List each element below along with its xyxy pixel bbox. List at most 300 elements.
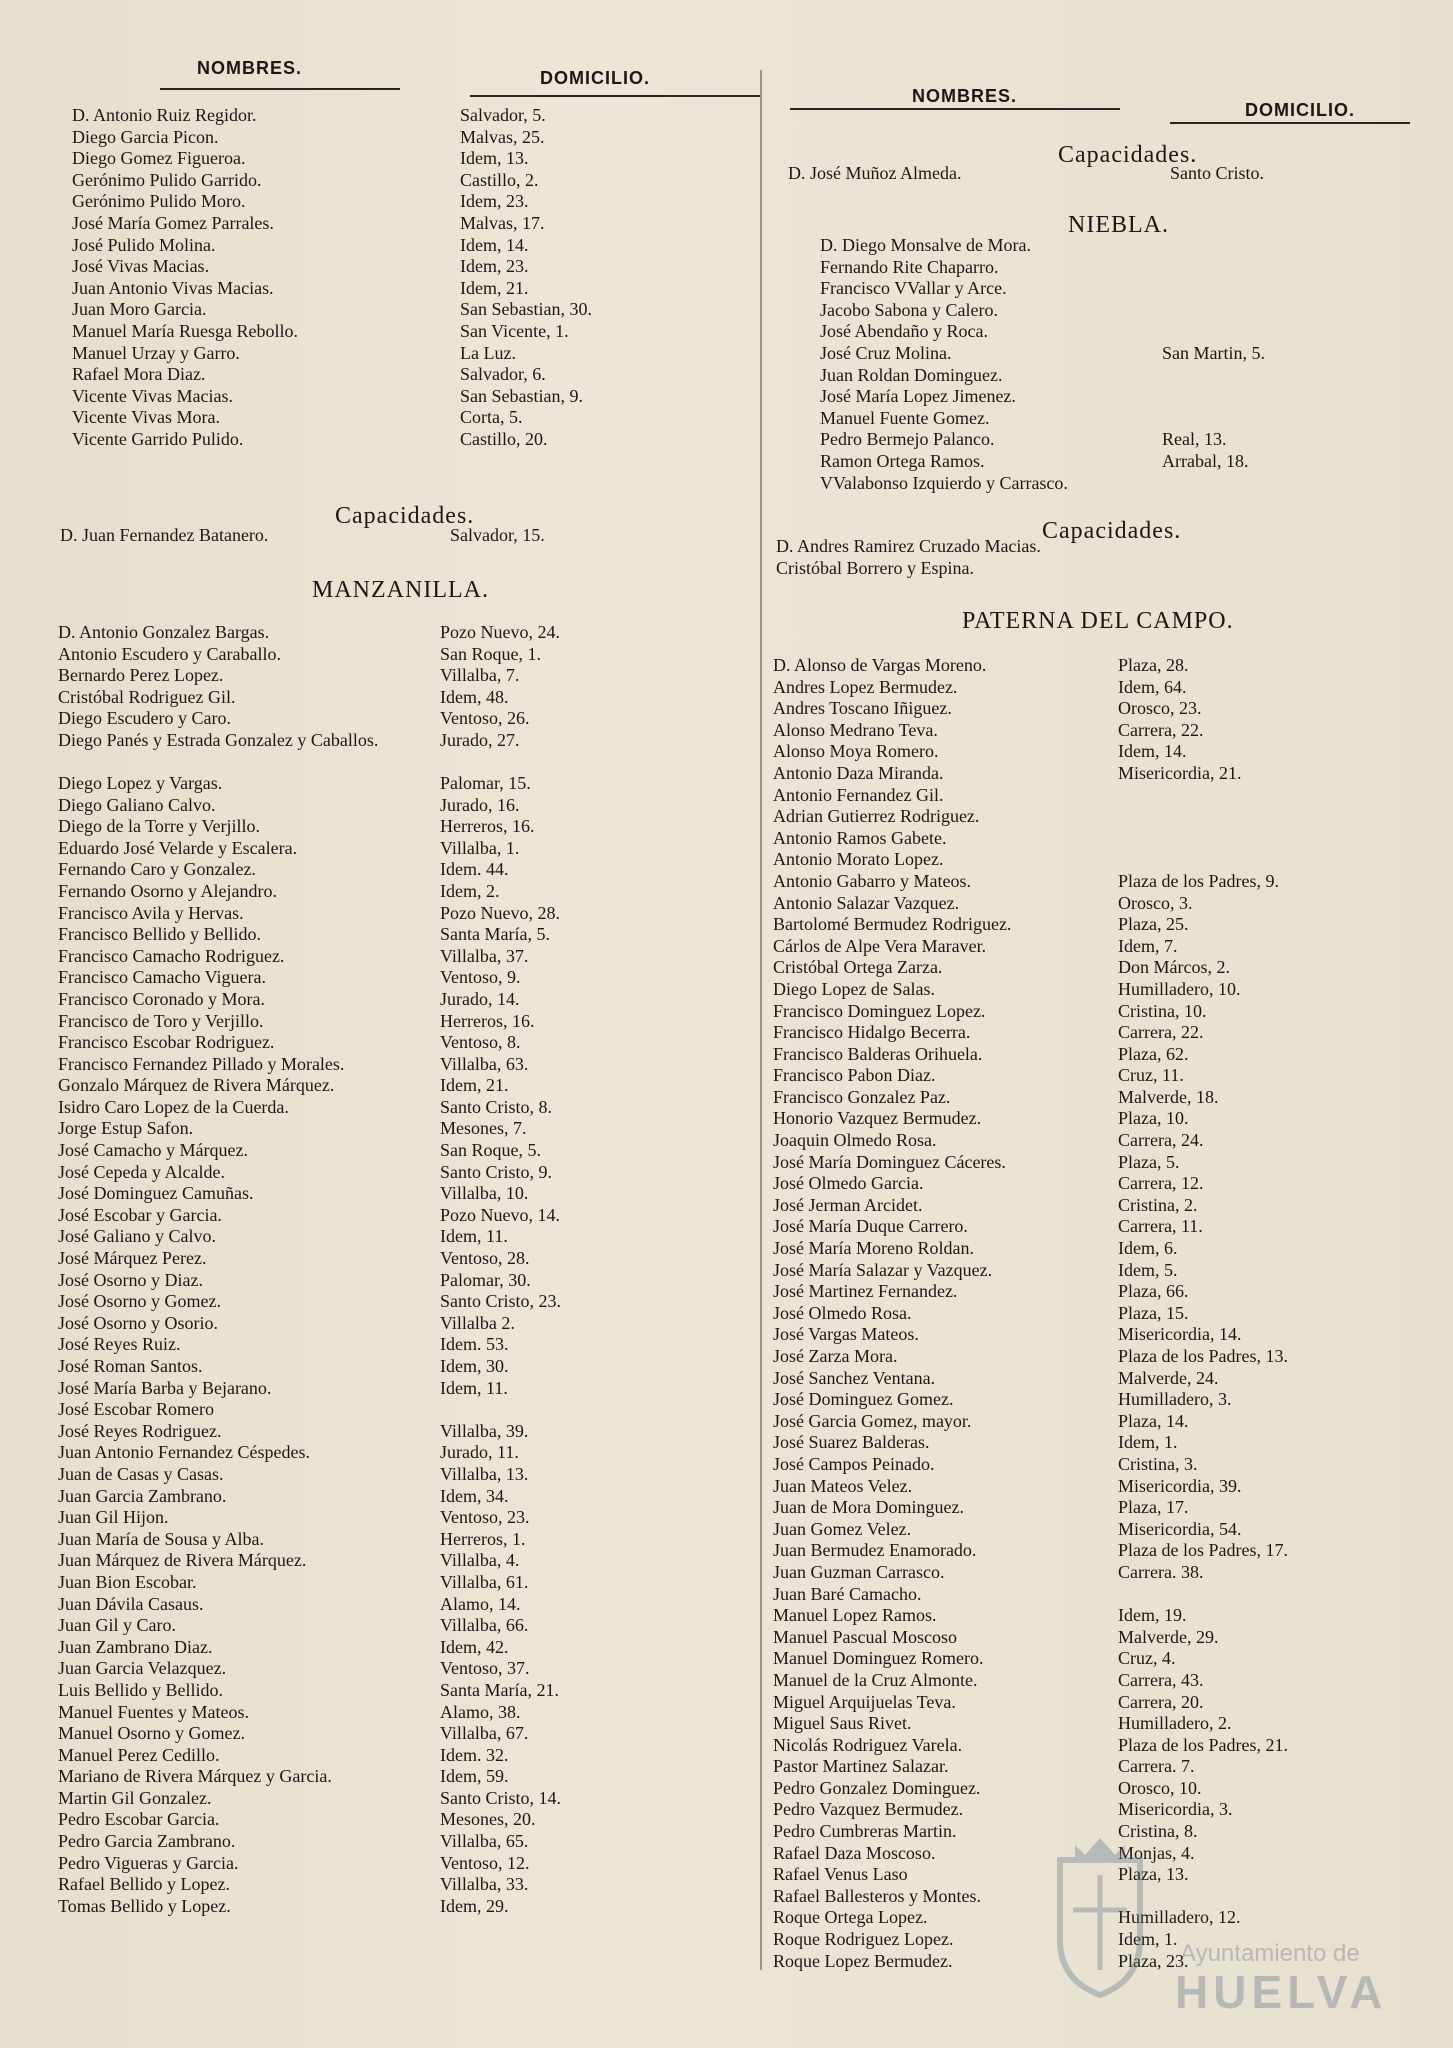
domicile: Cristina, 10.	[1118, 1000, 1207, 1021]
domicile: Carrera, 22.	[1118, 719, 1204, 740]
person-name: Juan María de Sousa y Alba.	[58, 1528, 264, 1549]
domicile: Santo Cristo, 9.	[440, 1161, 553, 1182]
person-name: José María Dominguez Cáceres.	[773, 1151, 1006, 1172]
domicile: Villalba, 4.	[440, 1550, 520, 1571]
left-capacidades-title: Capacidades.	[335, 503, 475, 529]
domicile: Idem, 48.	[440, 686, 509, 707]
domicile: San Martin, 5.	[1162, 342, 1265, 363]
person-name: Vicente Vivas Mora.	[72, 407, 220, 428]
person-name: Manuel Dominguez Romero.	[773, 1648, 984, 1669]
domicile: Idem, 23.	[460, 191, 529, 212]
domicile: Idem, 1.	[1118, 1432, 1178, 1453]
person-name: José Olmedo Garcia.	[773, 1173, 924, 1194]
domicile: Malverde, 24.	[1118, 1367, 1219, 1388]
person-name: Juan Antonio Fernandez Céspedes.	[58, 1442, 310, 1463]
domicile: Pozo Nuevo, 28.	[440, 902, 560, 923]
right-domicile-header: DOMICILIO.	[1245, 100, 1355, 120]
domicile: Mesones, 7.	[440, 1118, 527, 1139]
person-name: Cárlos de Alpe Vera Maraver.	[773, 935, 987, 956]
domicile: Cristina, 3.	[1118, 1453, 1198, 1474]
domicile: Idem. 32.	[440, 1744, 509, 1765]
person-name: Juan Baré Camacho.	[773, 1583, 922, 1604]
domicile: Carrera, 12.	[1118, 1173, 1204, 1194]
domicile: Jurado, 27.	[440, 729, 520, 750]
person-name: José Galiano y Calvo.	[58, 1226, 216, 1247]
person-name: Cristóbal Rodriguez Gil.	[58, 686, 236, 707]
person-name: D. Antonio Gonzalez Bargas.	[58, 622, 270, 642]
person-name: Joaquin Olmedo Rosa.	[773, 1130, 937, 1151]
domicile: Herreros, 16.	[440, 1010, 535, 1031]
domicile: Salvador, 6.	[460, 364, 546, 385]
person-name: Juan Antonio Vivas Macias.	[72, 277, 274, 298]
watermark	[1045, 1820, 1388, 2020]
person-name: José Dominguez Camuñas.	[58, 1183, 254, 1204]
person-name: Diego de la Torre y Verjillo.	[58, 816, 261, 837]
domicile: Cristina, 8.	[1118, 1821, 1198, 1842]
person-name: Manuel de la Cruz Almonte.	[773, 1669, 978, 1690]
domicile: Villalba, 67.	[440, 1723, 529, 1744]
person-name: Honorio Vazquez Bermudez.	[773, 1108, 982, 1129]
person-name: José Osorno y Diaz.	[58, 1269, 203, 1290]
domicile: Santa María, 5.	[440, 924, 550, 945]
person-name: Antonio Ramos Gabete.	[773, 827, 947, 848]
person-name: Alonso Moya Romero.	[773, 741, 939, 762]
domicile: Real, 13.	[1162, 429, 1227, 450]
domicile: Idem, 23.	[460, 256, 529, 277]
person-name: Bartolomé Bermudez Rodriguez.	[773, 914, 1012, 935]
domicile: Carrera. 38.	[1118, 1561, 1204, 1582]
person-name: Antonio Fernandez Gil.	[773, 784, 944, 805]
domicile: Jurado, 11.	[440, 1442, 519, 1463]
domicile: Cristina, 2.	[1118, 1194, 1198, 1215]
domicile: Don Márcos, 2.	[1118, 957, 1230, 978]
person-name: Gerónimo Pulido Moro.	[72, 191, 246, 212]
person-name: Juan Gil Hijon.	[58, 1507, 169, 1528]
person-name: D. Diego Monsalve de Mora.	[820, 235, 1031, 255]
right-capacidades-title-1: Capacidades.	[1058, 142, 1198, 168]
domicile: Jurado, 14.	[440, 988, 520, 1009]
manzanilla-title: MANZANILLA.	[312, 577, 489, 603]
domicile: Alamo, 38.	[440, 1701, 521, 1722]
domicile: Pozo Nuevo, 14.	[440, 1204, 560, 1225]
person-name: José Martinez Fernandez.	[773, 1281, 958, 1302]
domicile: Carrera, 22.	[1118, 1022, 1204, 1043]
domicile: Misericordia, 54.	[1118, 1518, 1242, 1539]
person-name: Fernando Rite Chaparro.	[820, 256, 999, 277]
domicile: Villalba, 61.	[440, 1571, 529, 1592]
domicile: Villalba, 65.	[440, 1831, 529, 1852]
domicile: Idem, 19.	[1118, 1605, 1187, 1626]
domicile: San Sebastian, 9.	[460, 385, 583, 406]
person-name: Juan de Casas y Casas.	[58, 1463, 224, 1484]
domicile: Malverde, 29.	[1118, 1626, 1219, 1647]
person-name: Miguel Saus Rivet.	[773, 1713, 912, 1734]
domicile: San Roque, 5.	[440, 1140, 541, 1161]
person-name: Pedro Vigueras y Garcia.	[58, 1852, 239, 1873]
person-name: José Suarez Balderas.	[773, 1432, 930, 1453]
domicile: Ventoso, 12.	[440, 1852, 530, 1873]
person-name: José Dominguez Gomez.	[773, 1389, 954, 1410]
domicile: Idem, 14.	[460, 234, 529, 255]
person-name: Juan Dávila Casaus.	[58, 1593, 204, 1614]
domicile: San Roque, 1.	[440, 643, 541, 664]
domicile: Humilladero, 3.	[1118, 1389, 1232, 1410]
domicile: Villalba, 10.	[440, 1183, 529, 1204]
right-names-header: NOMBRES.	[912, 86, 1018, 106]
person-name: Francisco Balderas Orihuela.	[773, 1043, 983, 1064]
domicile: Idem, 6.	[1118, 1238, 1178, 1259]
domicile: Cruz, 4.	[1118, 1648, 1176, 1669]
domicile: Alamo, 14.	[440, 1593, 521, 1614]
person-name: Cristóbal Borrero y Espina.	[776, 557, 974, 578]
domicile: Orosco, 3.	[1118, 892, 1193, 913]
person-name: Miguel Arquijuelas Teva.	[773, 1691, 956, 1712]
person-name: Manuel Fuente Gomez.	[820, 407, 990, 428]
domicile: Villalba, 66.	[440, 1615, 529, 1636]
person-name: José Camacho y Márquez.	[58, 1140, 248, 1161]
person-name: Roque Lopez Bermudez.	[773, 1950, 953, 1971]
domicile: Arrabal, 18.	[1162, 450, 1249, 471]
domicile: Villalba, 63.	[440, 1053, 529, 1074]
person-name: José María Salazar y Vazquez.	[773, 1259, 993, 1280]
person-name: Juan Márquez de Rivera Márquez.	[58, 1550, 307, 1571]
person-name: Pedro Escobar Garcia.	[58, 1809, 220, 1830]
person-name: D. Antonio Ruiz Regidor.	[72, 105, 257, 125]
person-name: Juan Mateos Velez.	[773, 1475, 913, 1496]
person-name: Diego Lopez y Vargas.	[58, 772, 223, 793]
watermark-line2: HUELVA	[1175, 1966, 1388, 2018]
person-name: Juan de Mora Dominguez.	[773, 1497, 964, 1518]
person-name: Antonio Salazar Vazquez.	[773, 892, 960, 913]
person-name: Vicente Garrido Pulido.	[72, 428, 244, 449]
domicile: Plaza de los Padres, 13.	[1118, 1346, 1288, 1366]
domicile: Ventoso, 26.	[440, 708, 530, 729]
person-name: VValabonso Izquierdo y Carrasco.	[820, 472, 1068, 493]
domicile: San Vicente, 1.	[460, 320, 569, 341]
right-domicile-rule	[1170, 122, 1410, 124]
person-name: Martin Gil Gonzalez.	[58, 1787, 212, 1808]
left-names-header: NOMBRES.	[197, 58, 303, 78]
domicile: Idem, 29.	[440, 1895, 509, 1916]
domicile: Pozo Nuevo, 24.	[440, 622, 560, 642]
domicile: Palomar, 30.	[440, 1269, 531, 1290]
domicile: Plaza, 15.	[1118, 1302, 1189, 1323]
domicile: La Luz.	[460, 342, 516, 363]
niebla-title: NIEBLA.	[1068, 212, 1169, 238]
domicile: Idem, 21.	[440, 1075, 509, 1096]
person-name: Francisco Hidalgo Becerra.	[773, 1022, 971, 1043]
domicile: Carrera, 20.	[1118, 1691, 1204, 1712]
domicile: Santo Cristo, 8.	[440, 1096, 553, 1117]
domicile: Cruz, 11.	[1118, 1065, 1184, 1086]
domicile: Humilladero, 12.	[1118, 1907, 1241, 1928]
domicile: Idem, 14.	[1118, 741, 1187, 762]
person-name: José Márquez Perez.	[58, 1248, 207, 1269]
person-name: Diego Galiano Calvo.	[58, 794, 216, 815]
domicile: Plaza de los Padres, 9.	[1118, 870, 1279, 891]
person-name: Diego Lopez de Salas.	[773, 978, 935, 999]
person-name: Juan Gomez Velez.	[773, 1518, 912, 1539]
person-name: Tomas Bellido y Lopez.	[58, 1895, 231, 1916]
domicile: Castillo, 20.	[460, 428, 548, 449]
person-name: José Osorno y Gomez.	[58, 1291, 221, 1312]
person-name: Pedro Garcia Zambrano.	[58, 1831, 236, 1852]
person-name: Rafael Mora Diaz.	[72, 364, 206, 385]
person-name: Francisco Camacho Rodriguez.	[58, 945, 285, 966]
person-name: Pastor Martinez Salazar.	[773, 1756, 949, 1777]
domicile: Carrera, 24.	[1118, 1130, 1204, 1151]
person-name: José María Barba y Bejarano.	[58, 1377, 272, 1398]
person-name: Francisco Gonzalez Paz.	[773, 1086, 951, 1107]
person-name: José Garcia Gomez, mayor.	[773, 1410, 972, 1431]
person-name: Antonio Escudero y Caraballo.	[58, 643, 281, 664]
person-name: José Cruz Molina.	[820, 342, 952, 363]
person-name: Juan Roldan Dominguez.	[820, 364, 1003, 385]
person-name: Andres Toscano Iñiguez.	[773, 698, 952, 719]
domicile: Villalba, 33.	[440, 1874, 529, 1895]
person-name: José Olmedo Rosa.	[773, 1302, 912, 1323]
domicile: Castillo, 2.	[460, 169, 539, 190]
domicile: Idem. 44.	[440, 859, 509, 880]
domicile: Villalba, 7.	[440, 665, 520, 686]
person-name: Cristóbal Ortega Zarza.	[773, 957, 943, 978]
domicile: Ventoso, 9.	[440, 967, 521, 988]
person-name: Eduardo José Velarde y Escalera.	[58, 837, 298, 858]
person-name: Adrian Gutierrez Rodriguez.	[773, 806, 980, 827]
domicile: Malvas, 25.	[460, 126, 545, 147]
person-name: Ramon Ortega Ramos.	[820, 450, 985, 471]
person-name: Alonso Medrano Teva.	[773, 719, 938, 740]
domicile: Orosco, 10.	[1118, 1777, 1202, 1798]
person-name: José Zarza Mora.	[773, 1346, 898, 1366]
watermark-line1: Ayuntamiento de	[1180, 1940, 1360, 1967]
person-name: D. Andres Ramirez Cruzado Macias.	[776, 536, 1041, 556]
domicile: Carrera, 11.	[1118, 1216, 1203, 1237]
domicile: Plaza, 66.	[1118, 1281, 1189, 1302]
person-name: Manuel María Ruesga Rebollo.	[72, 320, 298, 341]
person-name: José María Lopez Jimenez.	[820, 386, 1016, 407]
person-name: Rafael Ballesteros y Montes.	[773, 1885, 981, 1906]
domicile: Idem, 1.	[1118, 1929, 1178, 1950]
person-name: José Escobar y Garcia.	[58, 1204, 222, 1225]
person-name: D. Alonso de Vargas Moreno.	[773, 655, 987, 675]
person-name: Francisco Dominguez Lopez.	[773, 1000, 986, 1021]
person-name: José Vargas Mateos.	[773, 1324, 919, 1345]
domicile: Santo Cristo.	[1170, 163, 1265, 183]
left-domicile-header: DOMICILIO.	[540, 68, 650, 88]
person-name: Fernando Caro y Gonzalez.	[58, 859, 256, 880]
domicile: Villalba 2.	[440, 1312, 515, 1333]
person-name: Juan Garcia Zambrano.	[58, 1485, 227, 1506]
person-name: Mariano de Rivera Márquez y Garcia.	[58, 1766, 332, 1787]
person-name: José Osorno y Osorio.	[58, 1312, 218, 1333]
domicile: Villalba, 37.	[440, 945, 529, 966]
person-name: José María Gomez Parrales.	[72, 212, 274, 233]
person-name: Pedro Cumbreras Martin.	[773, 1821, 957, 1842]
domicile: Santo Cristo, 14.	[440, 1787, 562, 1808]
domicile: Idem, 7.	[1118, 935, 1178, 956]
person-name: José Reyes Ruiz.	[58, 1334, 181, 1355]
person-name: Francisco VVallar y Arce.	[820, 278, 1007, 299]
person-name: Andres Lopez Bermudez.	[773, 676, 958, 697]
person-name: Antonio Gabarro y Mateos.	[773, 870, 971, 891]
person-name: Pedro Gonzalez Dominguez.	[773, 1777, 981, 1798]
domicile: Misericordia, 3.	[1118, 1799, 1233, 1820]
domicile: Herreros, 16.	[440, 816, 535, 837]
domicile: Plaza de los Padres, 21.	[1118, 1734, 1288, 1755]
domicile: Mesones, 20.	[440, 1809, 536, 1830]
person-name: José María Duque Carrero.	[773, 1216, 968, 1237]
person-name: Diego Garcia Picon.	[72, 126, 219, 147]
domicile: Plaza de los Padres, 17.	[1118, 1540, 1288, 1561]
domicile: Plaza, 17.	[1118, 1497, 1189, 1518]
domicile: Villalba, 1.	[440, 837, 520, 858]
domicile: Plaza, 10.	[1118, 1108, 1189, 1129]
person-name: José María Moreno Roldan.	[773, 1238, 974, 1259]
domicile: San Sebastian, 30.	[460, 299, 592, 320]
person-name: Diego Panés y Estrada Gonzalez y Caballos.	[58, 729, 379, 750]
domicile: Herreros, 1.	[440, 1528, 526, 1549]
domicile: Humilladero, 2.	[1118, 1713, 1232, 1734]
person-name: Francisco Bellido y Bellido.	[58, 924, 261, 945]
person-name: Antonio Morato Lopez.	[773, 849, 944, 870]
person-name: Francisco de Toro y Verjillo.	[58, 1010, 264, 1031]
person-name: Manuel Fuentes y Mateos.	[58, 1701, 249, 1722]
domicile: Ventoso, 37.	[440, 1658, 530, 1679]
coat-of-arms-icon	[1045, 1830, 1155, 2000]
person-name: D. Juan Fernandez Batanero.	[60, 525, 269, 545]
person-name: Juan Moro Garcia.	[72, 299, 207, 320]
person-name: Juan Zambrano Diaz.	[58, 1636, 213, 1657]
person-name: José Cepeda y Alcalde.	[58, 1161, 225, 1182]
person-name: Francisco Fernandez Pillado y Morales.	[58, 1053, 345, 1074]
person-name: Nicolás Rodriguez Varela.	[773, 1734, 963, 1755]
domicile: Malverde, 18.	[1118, 1086, 1219, 1107]
domicile: Ventoso, 23.	[440, 1507, 530, 1528]
domicile: Idem, 13.	[460, 148, 529, 169]
person-name: José Vivas Macias.	[72, 256, 210, 277]
person-name: Diego Gomez Figueroa.	[72, 148, 246, 169]
right-capacidades-title-2: Capacidades.	[1042, 518, 1182, 544]
person-name: Manuel Lopez Ramos.	[773, 1605, 937, 1626]
domicile: Plaza, 28.	[1118, 655, 1189, 675]
domicile: Malvas, 17.	[460, 212, 545, 233]
domicile: Idem, 64.	[1118, 676, 1187, 697]
person-name: José Campos Peinado.	[773, 1453, 935, 1474]
domicile: Idem, 34.	[440, 1485, 509, 1506]
person-name: José Roman Santos.	[58, 1356, 203, 1376]
person-name: Juan Bion Escobar.	[58, 1571, 197, 1592]
person-name: José Pulido Molina.	[72, 234, 216, 255]
person-name: José Jerman Arcidet.	[773, 1194, 923, 1215]
domicile: Idem, 42.	[440, 1636, 509, 1657]
person-name: Francisco Escobar Rodriguez.	[58, 1032, 275, 1053]
domicile: Misericordia, 21.	[1118, 762, 1242, 783]
person-name: Francisco Avila y Hervas.	[58, 902, 244, 923]
domicile: Ventoso, 28.	[440, 1248, 530, 1269]
domicile: Idem, 11.	[440, 1377, 508, 1398]
domicile: Plaza, 25.	[1118, 914, 1189, 935]
domicile: Santa María, 21.	[440, 1679, 559, 1700]
person-name: Gerónimo Pulido Garrido.	[72, 169, 262, 190]
person-name: Rafael Daza Moscoso.	[773, 1842, 936, 1863]
person-name: Bernardo Perez Lopez.	[58, 665, 224, 686]
domicile: Misericordia, 14.	[1118, 1324, 1242, 1345]
person-name: Fernando Osorno y Alejandro.	[58, 880, 277, 901]
person-name: Francisco Coronado y Mora.	[58, 988, 265, 1009]
domicile: Plaza, 14.	[1118, 1410, 1189, 1431]
left-domicile-rule	[470, 95, 760, 97]
domicile: Idem, 59.	[440, 1766, 509, 1787]
domicile: Idem, 5.	[1118, 1259, 1178, 1280]
person-name: Jorge Estup Safon.	[58, 1118, 194, 1139]
domicile: Humilladero, 10.	[1118, 978, 1241, 999]
person-name: José Sanchez Ventana.	[773, 1367, 936, 1388]
person-name: Francisco Camacho Viguera.	[58, 967, 267, 988]
right-names-rule	[790, 108, 1120, 110]
domicile: Idem, 11.	[440, 1226, 508, 1247]
domicile: Villalba, 13.	[440, 1463, 529, 1484]
domicile: Plaza, 23.	[1118, 1950, 1189, 1971]
left-names-rule	[160, 88, 400, 90]
domicile: Misericordia, 39.	[1118, 1475, 1242, 1496]
page-fold	[760, 70, 762, 1970]
domicile: Idem, 30.	[440, 1356, 509, 1376]
person-name: Rafael Venus Laso	[773, 1864, 908, 1885]
person-name: José Escobar Romero	[58, 1399, 214, 1420]
domicile: Villalba, 39.	[440, 1420, 529, 1441]
domicile: Plaza, 62.	[1118, 1043, 1189, 1064]
person-name: Luis Bellido y Bellido.	[58, 1679, 223, 1700]
person-name: Vicente Vivas Macias.	[72, 385, 233, 406]
person-name: Manuel Perez Cedillo.	[58, 1744, 220, 1765]
domicile: Idem. 53.	[440, 1334, 509, 1355]
domicile: Salvador, 5.	[460, 105, 546, 125]
person-name: Juan Garcia Velazquez.	[58, 1658, 227, 1679]
person-name: Pedro Vazquez Bermudez.	[773, 1799, 964, 1820]
person-name: Manuel Pascual Moscoso	[773, 1626, 957, 1647]
domicile: Plaza, 5.	[1118, 1151, 1180, 1172]
domicile: Salvador, 15.	[450, 525, 545, 545]
person-name: Antonio Daza Miranda.	[773, 762, 944, 783]
person-name: Manuel Urzay y Garro.	[72, 342, 240, 363]
person-name: Rafael Bellido y Lopez.	[58, 1874, 230, 1895]
domicile: Plaza, 13.	[1118, 1864, 1189, 1885]
domicile: Ventoso, 8.	[440, 1032, 521, 1053]
domicile: Corta, 5.	[460, 407, 523, 428]
person-name: Francisco Pabon Diaz.	[773, 1065, 936, 1086]
domicile: Santo Cristo, 23.	[440, 1291, 562, 1312]
domicile: Carrera. 7.	[1118, 1756, 1195, 1777]
domicile: Jurado, 16.	[440, 794, 520, 815]
person-name: Roque Rodriguez Lopez.	[773, 1929, 954, 1950]
domicile: Idem, 2.	[440, 880, 500, 901]
person-name: D. José Muñoz Almeda.	[788, 163, 962, 183]
person-name: Pedro Bermejo Palanco.	[820, 429, 995, 450]
person-name: Juan Bermudez Enamorado.	[773, 1540, 977, 1561]
person-name: José Reyes Rodriguez.	[58, 1420, 222, 1441]
domicile: Palomar, 15.	[440, 772, 531, 793]
person-name: Jacobo Sabona y Calero.	[820, 299, 998, 320]
person-name: José Abendaño y Roca.	[820, 321, 988, 342]
person-name: Juan Gil y Caro.	[58, 1615, 176, 1636]
domicile: Idem, 21.	[460, 277, 529, 298]
paterna-title: PATERNA DEL CAMPO.	[962, 608, 1234, 634]
person-name: Gonzalo Márquez de Rivera Márquez.	[58, 1075, 335, 1096]
domicile: Monjas, 4.	[1118, 1842, 1195, 1863]
person-name: Isidro Caro Lopez de la Cuerda.	[58, 1096, 289, 1117]
person-name: Juan Guzman Carrasco.	[773, 1561, 945, 1582]
